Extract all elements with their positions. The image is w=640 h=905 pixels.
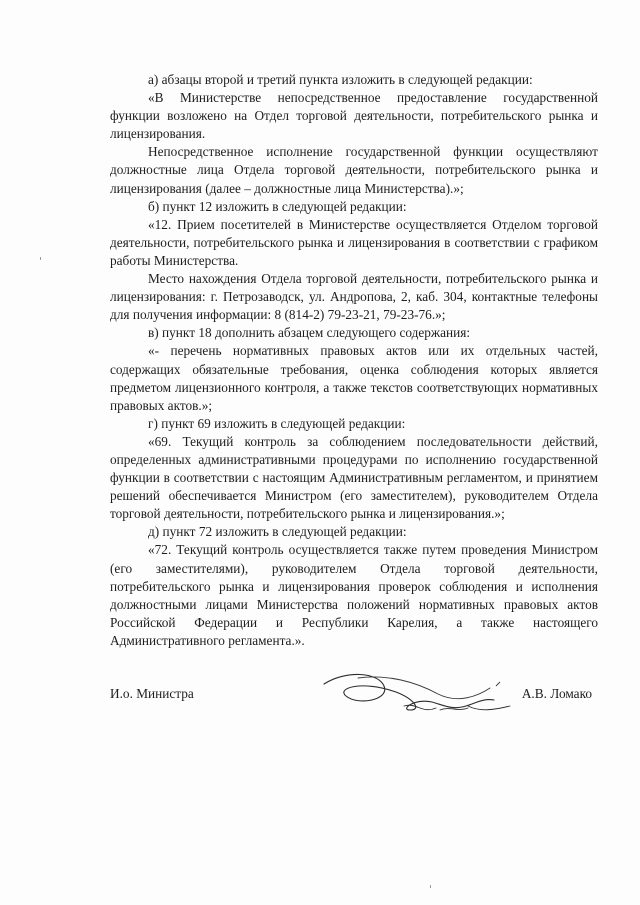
signatory-name: А.В. Ломако [521, 686, 592, 701]
paragraph-c-intro: в) пункт 18 дополнить абзацем следующего содержания: [148, 325, 471, 341]
paragraph-d-intro: г) пункт 69 изложить в следующей редакции: [148, 415, 406, 431]
paragraph-item-69: «69. Текущий контроль за соблюдением последовательности действий, определенных административными процедурами по исполнению государственной функции в соответствии с настоящим Административным регламентом, и принятием решений обеспечивается Министром (его заместителем), руководителем Отдела торговой деятельности, потребительского рынка и лицензирования.»; [110, 433, 598, 522]
paragraph-e-intro: д) пункт 72 изложить в следующей редакции: [148, 524, 407, 540]
paragraph-ministry-function: «В Министерстве непосредственное предоставление государственной функции возложено на Отдел торговой деятельности, потребительского рынка и лицензирования. [110, 90, 598, 142]
document-body [110, 71, 598, 650]
handwritten-signature [318, 666, 518, 720]
paragraph-location-contacts: Место нахождения Отдела торговой деятельности, потребительского рынка и лицензирования: г. Петрозаводск, ул. Андропова, 2, каб. 304, контактные телефоны для получения информации: 8 (814-2) 79-23-21, 79-23-76.»; [110, 271, 598, 323]
scan-speck [430, 885, 431, 888]
paragraph-item-18-addition: «- перечень нормативных правовых актов или их отдельных частей, содержащих обязательные требования, оценка соблюдения которых является предметом лицензионного контроля, а также текстов соответствующих нормативных правовых актов.»; [110, 343, 598, 413]
paragraph-item-72: «72. Текущий контроль осуществляется также путем проведения Министром (его заместителями), руководителем Отдела торговой деятельности, потребительского рынка и лицензирования проверок соблюдения и исполнения должностными лицами Министерства положений нормативных правовых актов Российской Федерации и Республики Карелия, а также настоящего Административного регламента.». [110, 542, 598, 648]
scan-speck [40, 257, 41, 260]
paragraph-direct-execution: Непосредственное исполнение государственной функции осуществляют должностные лица Отдела торговой деятельности, потребительского рынка и лицензирования (далее – должностные лица Министерства).»; [110, 144, 598, 196]
signatory-title: И.о. Министра [110, 686, 194, 701]
paragraph-item-12: «12. Прием посетителей в Министерстве осуществляется Отделом торговой деятельности, потребительского рынка и лицензирования в соответствии с графиком работы Министерства. [110, 216, 598, 268]
paragraph-a-intro: а) абзацы второй и третий пункта изложить в следующей редакции: [148, 72, 533, 87]
paragraph-b-intro: б) пункт 12 изложить в следующей редакции: [148, 198, 407, 214]
signature-block [110, 680, 598, 720]
